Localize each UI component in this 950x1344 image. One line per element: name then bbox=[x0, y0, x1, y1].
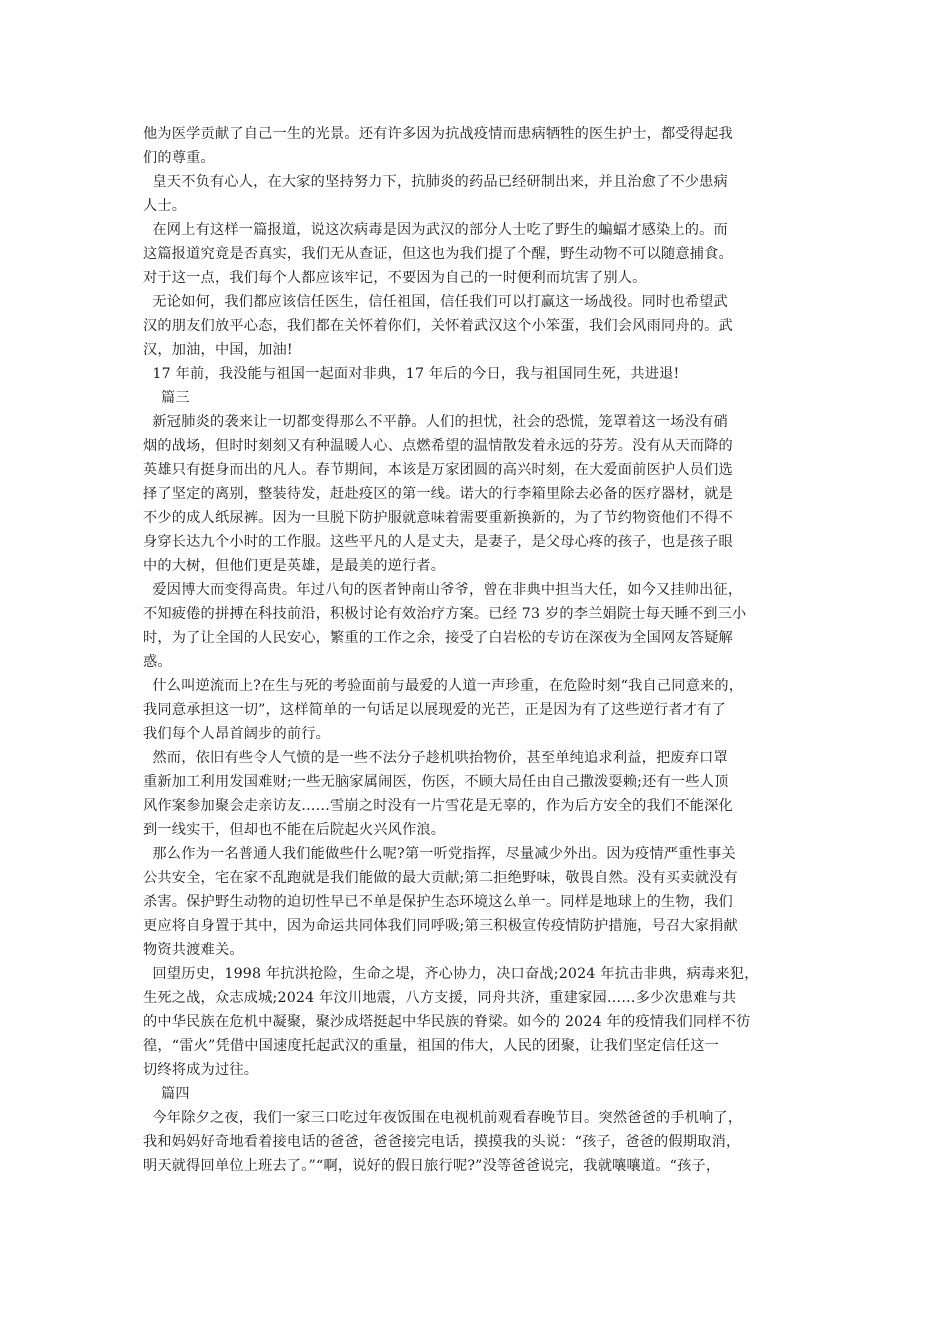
text-line: 择了坚定的离别，整装待发，赶赴疫区的第一线。诺大的行李箱里除去必备的医疗器材，就是 bbox=[143, 486, 733, 502]
paragraph bbox=[143, 362, 823, 386]
paragraph bbox=[143, 218, 823, 290]
text-line: 中的大树，但他们更是英雄，是最美的逆行者。 bbox=[143, 558, 446, 574]
text-line: 公共安全，宅在家不乱跑就是我们能做的最大贡献;第二拒绝野味，敬畏自然。没有买卖就没有 bbox=[143, 870, 738, 886]
paragraph bbox=[143, 962, 823, 1082]
text-line: 的中华民族在危机中凝聚，聚沙成塔挺起中华民族的脊梁。如今的 2024 年的疫情我们同样不彷 bbox=[143, 1014, 751, 1030]
text-line: 身穿长达九个小时的工作服。这些平凡的人是丈夫，是妻子，是父母心疼的孩子，也是孩子眼 bbox=[143, 534, 733, 550]
text-line: 明天就得回单位上班去了。”“啊，说好的假日旅行呢?”没等爸爸说完，我就嚷嚷道。“孩子， bbox=[143, 1158, 721, 1174]
paragraph bbox=[143, 674, 823, 746]
text-line: 我和妈妈好奇地看着接电话的爸爸，爸爸接完电话，摸摸我的头说：“孩子，爸爸的假期取消， bbox=[143, 1134, 741, 1150]
text-line: 时，为了让全国的人民安心，繁重的工作之余，接受了白岩松的专访在深夜为全国网友答疑解 bbox=[143, 630, 733, 646]
paragraph bbox=[143, 842, 823, 962]
section-heading: 篇四 bbox=[161, 1086, 190, 1102]
text-line: 什么叫逆流而上?在生与死的考验面前与最爱的人道一声珍重，在危险时刻“我自己同意来的， bbox=[143, 678, 744, 694]
text-line: 们的尊重。 bbox=[143, 150, 215, 166]
text-line: 今年除夕之夜，我们一家三口吃过年夜饭围在电视机前观看春晚节目。突然爸爸的手机响了， bbox=[143, 1110, 743, 1126]
text-line: 他为医学贡献了自己一生的光景。还有许多因为抗战疫情而患病牺牲的医生护士，都受得起我 bbox=[143, 126, 733, 142]
text-line: 这篇报道究竟是否真实，我们无从查证，但这也为我们提了个醒，野生动物不可以随意捕食。 bbox=[143, 246, 733, 262]
text-line: 爱因博大而变得高贵。年过八旬的医者钟南山爷爷，曾在非典中担当大任，如今又挂帅出征， bbox=[143, 582, 743, 598]
text-line: 我同意承担这一切”，这样简单的一句话足以展现爱的光芒，正是因为有了这些逆行者才有了 bbox=[143, 702, 726, 718]
text-line: 不少的成人纸尿裤。因为一旦脱下防护服就意味着需要重新换新的，为了节约物资他们不得不 bbox=[143, 510, 733, 526]
text-line: 汉，加油，中国，加油! bbox=[143, 342, 293, 358]
paragraph bbox=[143, 1106, 823, 1178]
text-line: 徨，“雷火”凭借中国速度托起武汉的重量，祖国的伟大，人民的团聚，让我们坚定信任这一 bbox=[143, 1038, 720, 1054]
text-line: 生死之战，众志成城;2024 年汶川地震，八方支援，同舟共济，重建家园……多少次患难与共 bbox=[143, 990, 737, 1006]
text-line: 然而，依旧有些令人气愤的是一些不法分子趁机哄抬物价，甚至单纯追求利益，把废弃口罩 bbox=[143, 750, 728, 766]
paragraph bbox=[143, 170, 823, 218]
text-line: 烟的战场，但时时刻刻又有种温暖人心、点燃希望的温情散发着永远的芬芳。没有从天而降的 bbox=[143, 438, 733, 454]
paragraph bbox=[143, 290, 823, 362]
text-line: 到一线实干，但却也不能在后院起火兴风作浪。 bbox=[143, 822, 446, 838]
text-line: 切终将成为过往。 bbox=[143, 1062, 259, 1078]
text-line: 人士。 bbox=[143, 198, 187, 214]
text-line: 皇天不负有心人，在大家的坚持努力下，抗肺炎的药品已经研制出来，并且治愈了不少患病 bbox=[143, 174, 728, 190]
document-page bbox=[143, 122, 823, 1178]
text-line: 更应将自身置于其中，因为命运共同体我们同呼吸;第三积极宣传疫情防护措施，号召大家捐献 bbox=[143, 918, 738, 934]
text-line: 汉的朋友们放平心态，我们都在关怀着你们，关怀着武汉这个小笨蛋，我们会风雨同舟的。武 bbox=[143, 318, 733, 334]
text-line: 无论如何，我们都应该信任医生，信任祖国，信任我们可以打赢这一场战役。同时也希望武 bbox=[143, 294, 728, 310]
paragraph bbox=[143, 746, 823, 842]
text-line: 对于这一点，我们每个人都应该牢记，不要因为自己的一时便利而坑害了别人。 bbox=[143, 270, 647, 286]
text-line: 惑。 bbox=[143, 654, 172, 670]
text-line: 风作案参加聚会走亲访友……雪崩之时没有一片雪花是无辜的，作为后方安全的我们不能深化 bbox=[143, 798, 733, 814]
text-line: 新冠肺炎的袭来让一切都变得那么不平静。人们的担忧，社会的恐慌，笼罩着这一场没有硝 bbox=[143, 414, 728, 430]
text-line: 我们每个人昂首阔步的前行。 bbox=[143, 726, 331, 742]
text-line: 物资共渡难关。 bbox=[143, 942, 244, 958]
text-line: 在网上有这样一篇报道，说这次病毒是因为武汉的部分人士吃了野生的蝙蝠才感染上的。而 bbox=[143, 222, 728, 238]
paragraph bbox=[143, 578, 823, 674]
text-line: 不知疲倦的拼搏在科技前沿，积极讨论有效治疗方案。已经 73 岁的李兰娟院士每天睡不到三小 bbox=[143, 606, 747, 622]
text-line: 17 年前，我没能与祖国一起面对非典，17 年后的今日，我与祖国同生死，共进退! bbox=[143, 366, 680, 382]
section-heading: 篇三 bbox=[161, 390, 190, 406]
paragraph bbox=[143, 122, 823, 170]
text-line: 那么作为一名普通人我们能做些什么呢?第一听党指挥，尽量减少外出。因为疫情严重性事关 bbox=[143, 846, 736, 862]
text-line: 杀害。保护野生动物的迫切性早已不单是保护生态环境这么单一。同样是地球上的生物，我们 bbox=[143, 894, 733, 910]
paragraph bbox=[143, 410, 823, 578]
text-line: 重新加工利用发国难财;一些无脑家属闹医，伤医，不顾大局任由自己撒泼耍赖;还有一些人顶 bbox=[143, 774, 729, 790]
text-line: 英雄只有挺身而出的凡人。春节期间，本该是万家团圆的高兴时刻，在大爱面前医护人员们选 bbox=[143, 462, 733, 478]
text-line: 回望历史，1998 年抗洪抢险，生命之堤，齐心协力，决口奋战;2024 年抗击非典，病毒来犯， bbox=[143, 966, 759, 982]
